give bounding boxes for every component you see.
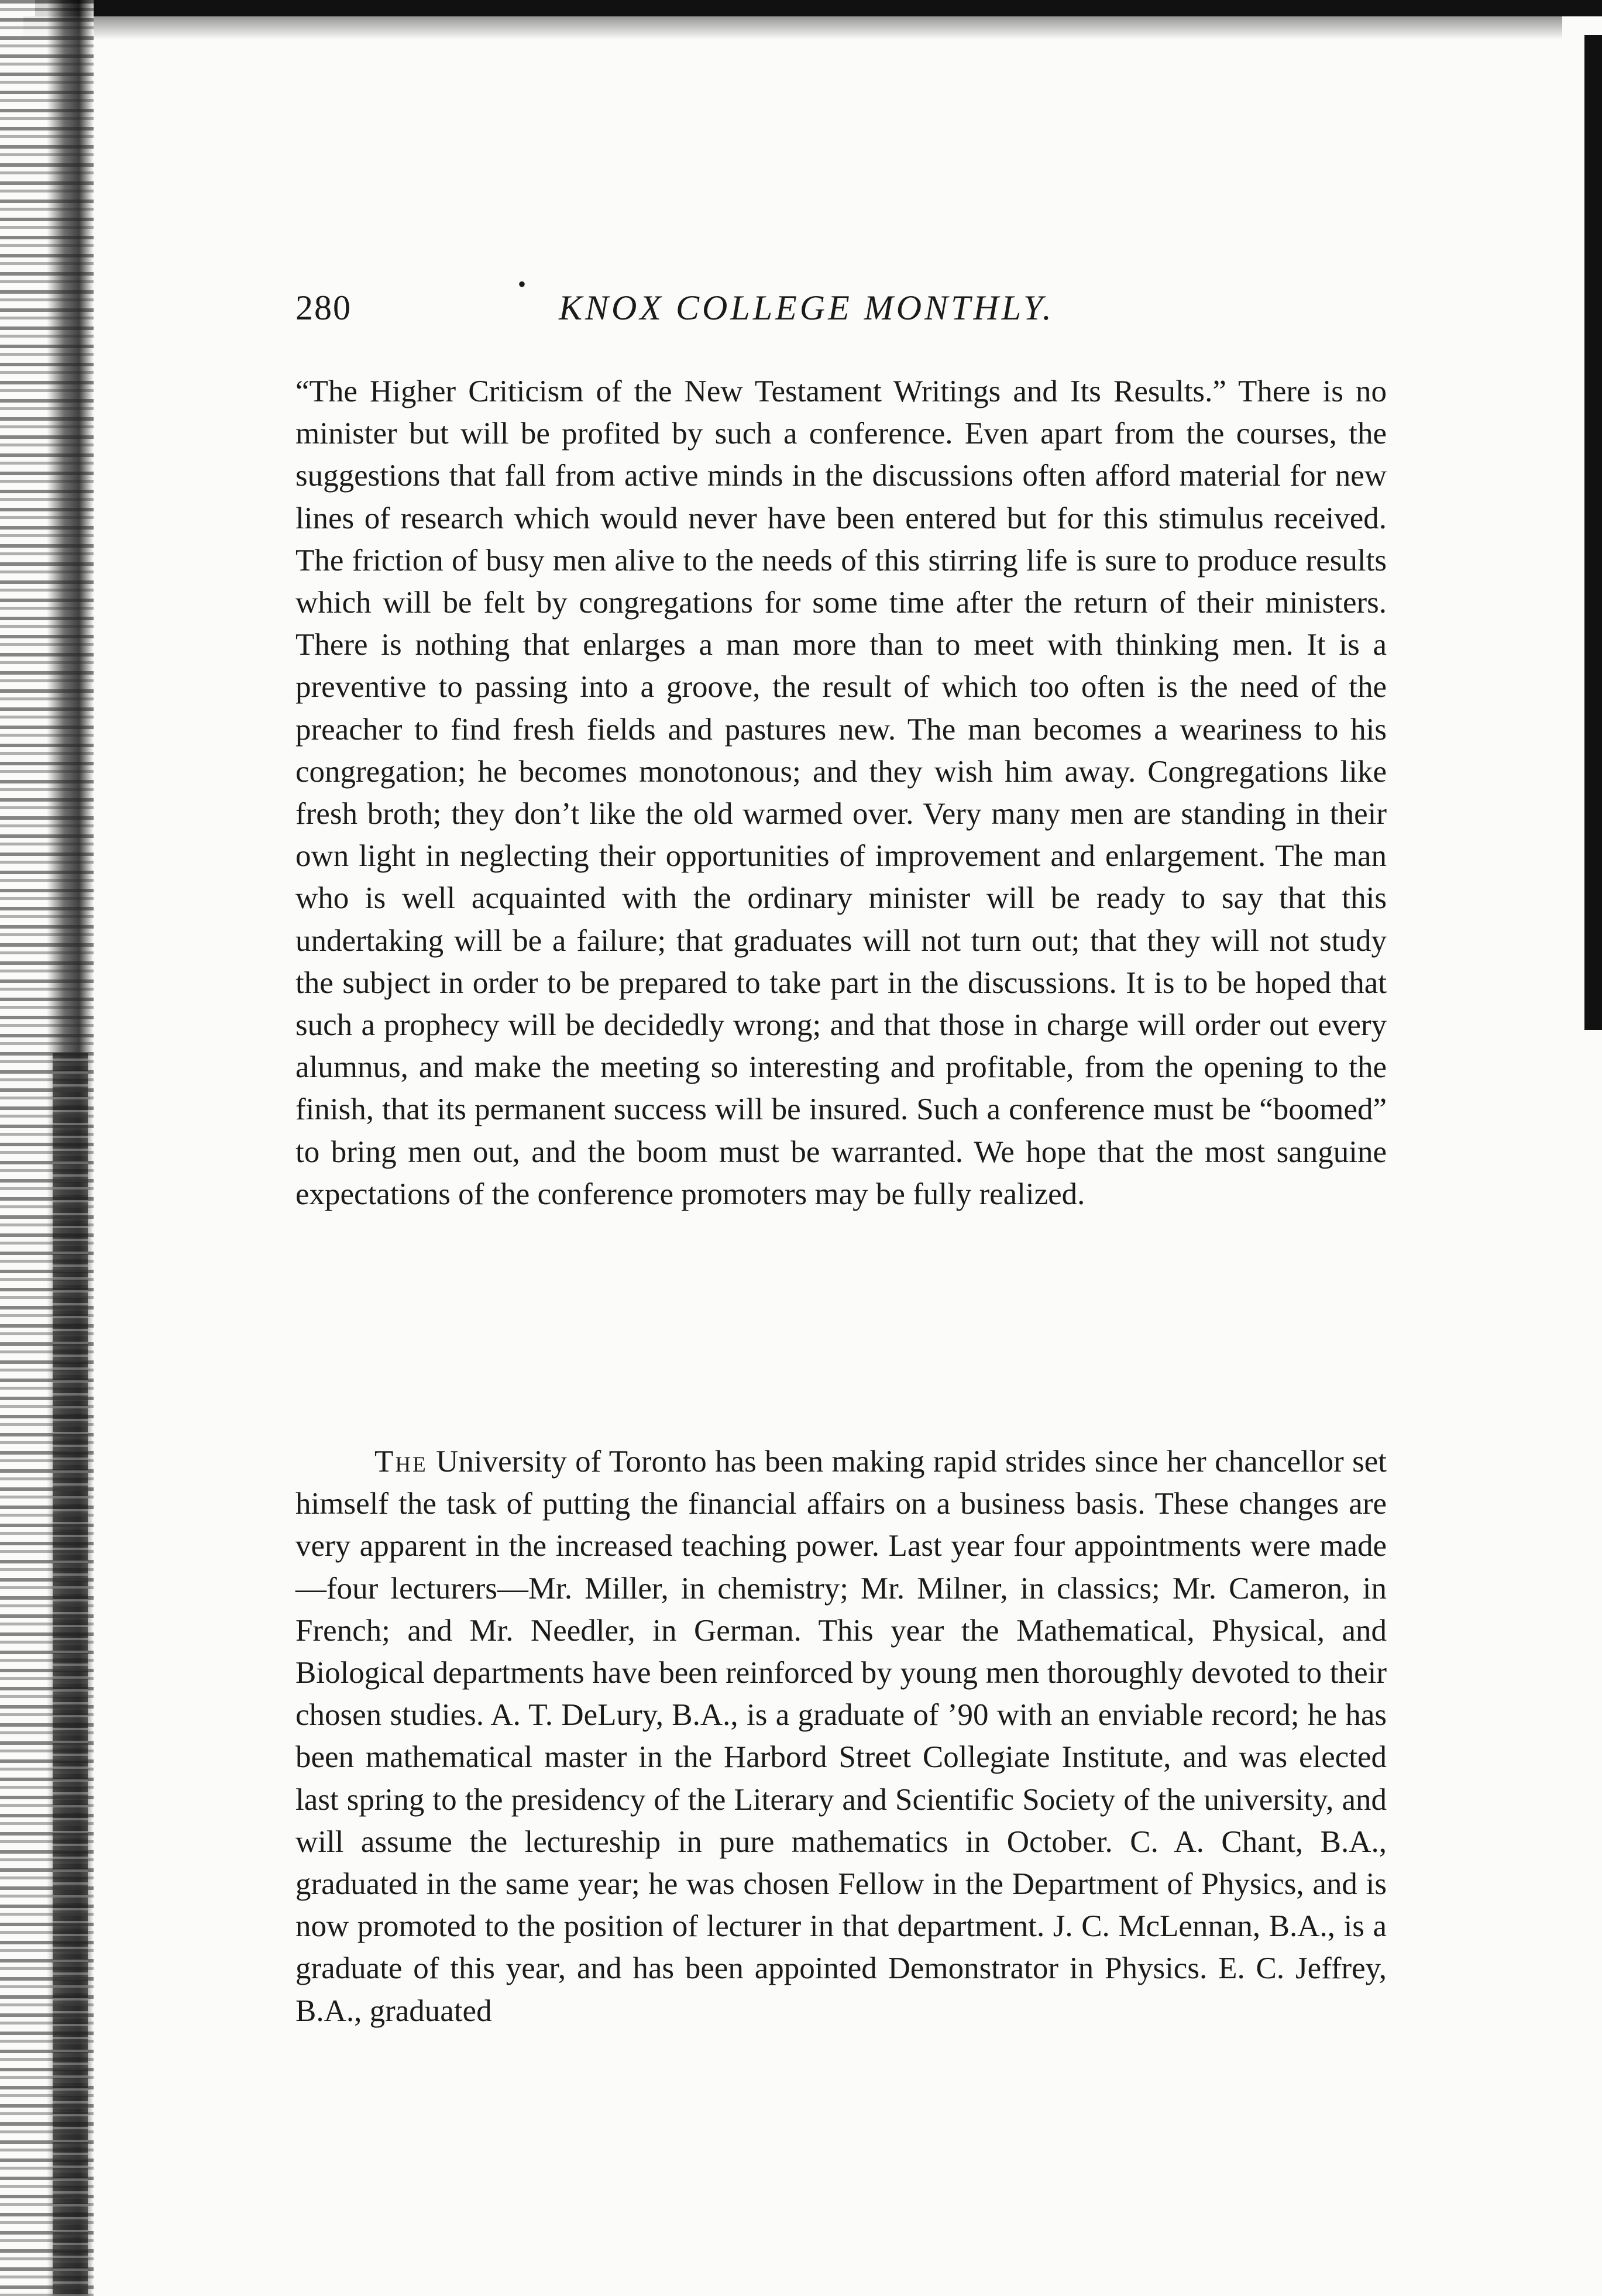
paragraph-university-text: University of Toronto has been making rapid strides since her chancellor set himself the task of putting the financial affairs on a business basis. These changes are very apparent in the increased teaching power. Last year four appointments were made—four lecturers—Mr. Miller, in chemistry; Mr. Milner, in classics; Mr. Cameron, in French; and Mr. Needler, in German. This year the Mathematical, Physical, and Biological departments have been reinforced by young men thoroughly devoted to their chosen studies. A. T. DeLury, B.A., is a graduate of ’90 with an enviable record; he has been mathematical master in the Harbord Street Collegiate Institute, and was elected last spring to the presidency of the Literary and Scientific Society of the university, and will assume the lectureship in pure mathematics in October. C. A. Chant, B.A., graduated in the same year; he was chosen Fellow in the Department of Physics, and is now promoted to the position of lecturer in that department. J. C. McLennan, B.A., is a graduate of this year, and has been appointed Demonstrator in Physics. E. C. Jeffrey, B.A., graduated <box>295 1445 1387 2028</box>
page-number: 280 <box>295 288 352 327</box>
page-header <box>295 271 1407 329</box>
paragraph-university <box>295 1441 1387 2032</box>
scan-right-edge <box>1584 35 1602 1030</box>
scan-top-edge <box>35 0 1602 16</box>
scan-binding-shadow <box>53 1053 88 2296</box>
running-title: KNOX COLLEGE MONTHLY. <box>559 288 1054 327</box>
scan-top-shadow <box>23 16 1562 40</box>
paragraph-conference: “The Higher Criticism of the New Testament Writings and Its Results.” There is no minister but will be profited by such a conference. Even apart from the courses, the suggestions that fall from active minds in the discussions often afford material for new lines of research which would never have been entered but for this stimulus received. The friction of busy men alive to the needs of this stirring life is sure to produce results which will be felt by congregations for some time after the return of their ministers. There is nothing that enlarges a man more than to meet with thinking men. It is a preventive to passing into a groove, the result of which too often is the need of the preacher to find fresh fields and pastures new. The man becomes a weariness to his congregation; he becomes monotonous; and they wish him away. Congregations like fresh broth; they don’t like the old warmed over. Very many men are standing in their own light in neglecting their opportunities of improvement and enlargement. The man who is well acquainted with the ordinary minister will be ready to say that this undertaking will be a failure; that graduates will not turn out; that they will not study the subject in order to be prepared to take part in the discussions. It is to be hoped that such a prophecy will be decidedly wrong; and that those in charge will order out every alumnus, and make the meeting so interesting and profitable, from the opening to the finish, that its permanent success will be insured. Such a conference must be “boomed” to bring men out, and the boom must be warranted. We hope that the most sanguine expectations of the conference promoters may be fully realized. <box>295 374 1387 1211</box>
paragraph-lead-word: The <box>374 1445 428 1479</box>
header-speck: • <box>518 271 527 297</box>
